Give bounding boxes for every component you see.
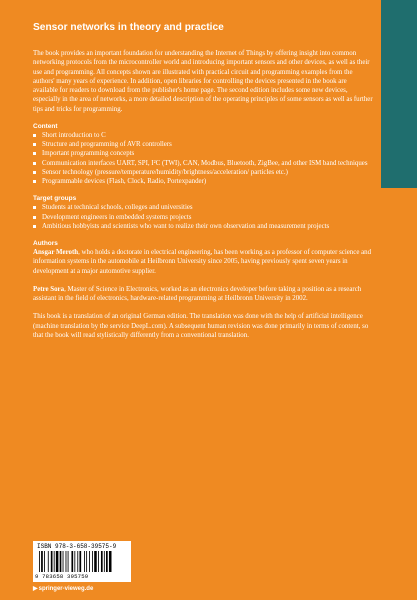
isbn-text: ISBN 978-3-658-39575-9 xyxy=(37,543,117,550)
barcode-bar xyxy=(51,551,53,572)
list-item: Development engineers in embedded systems projects xyxy=(33,213,373,222)
barcode-bar xyxy=(109,551,112,572)
content-heading: Content xyxy=(33,122,58,130)
barcode-bar xyxy=(68,551,69,572)
barcode-bar xyxy=(71,551,73,572)
barcode-bar xyxy=(94,551,97,572)
author-bio-text: , Master of Science in Electronics, worked as an electronics developer before taking a position as a research assistant in the field of electronics, hardware-related programming at Heilbronn University in 2002. xyxy=(33,285,362,302)
list-item: Communication interfaces UART, SPI, I²C (TWI), CAN, Modbus, Bluetooth, ZigBee, and other ISM band techniques xyxy=(33,159,373,168)
list-item: Structure and programming of AVR controllers xyxy=(33,140,373,149)
barcode-bar xyxy=(77,551,78,572)
barcode-bar xyxy=(39,551,40,572)
barcode-bar xyxy=(86,551,87,572)
author-bio-meroth xyxy=(33,248,373,276)
author-name: Ansgar Meroth xyxy=(33,249,79,256)
isbn-barcode xyxy=(33,541,131,582)
barcode-bar xyxy=(41,551,43,572)
intro-paragraph: The book provides an important foundation for understanding the Internet of Things by offering insight into common networking protocols from the microcontroller world and introducing important sensors and other devices, as well as their use and programming. All concepts shown are illustrated with practical circuit and programming examples from the authors' many years of experience. In addition, open libraries for controlling the devices presented in the book are available for readers to download from the publisher's home page. The second edition includes some new devices, especially in the area of networks, a more detailed description of the operating principles of some sensors as well as further tips and tricks for programming. xyxy=(33,50,373,113)
barcode-bar xyxy=(44,551,45,572)
barcode-bar xyxy=(104,551,105,572)
target-groups-heading: Target groups xyxy=(33,195,77,203)
barcode-bar xyxy=(66,551,67,572)
authors-heading: Authors xyxy=(33,240,58,247)
list-item: Ambitious hobbyists and scientists who want to realize their own observation and measurement projects xyxy=(33,222,373,231)
target-groups-list xyxy=(33,203,373,231)
barcode-bar xyxy=(63,551,64,572)
barcode-bar xyxy=(98,551,99,572)
arrow-icon: ▶ xyxy=(33,586,38,592)
book-title: Sensor networks in theory and practice xyxy=(33,22,224,33)
list-item: Students at technical schools, colleges and universities xyxy=(33,203,373,212)
barcode-bar xyxy=(84,551,85,572)
barcode-bars xyxy=(39,551,125,572)
barcode-bar xyxy=(79,551,81,572)
barcode-bar xyxy=(106,551,108,572)
translation-note: This book is a translation of an original German edition. The translation was done with the help of artificial intelligence (machine translation by the service DeepL.com). A subsequent human revision was done primarily in terms of content, so that the book will read stylistically differently from a conventional translation. xyxy=(33,313,369,339)
publisher-website[interactable] xyxy=(33,585,93,592)
list-item: Programmable devices (Flash, Clock, Radio, Portexpander) xyxy=(33,177,373,186)
barcode-digits: 9 783658 395759 xyxy=(35,573,89,580)
content-list xyxy=(33,131,373,187)
barcode-bar xyxy=(56,551,59,572)
barcode-bar xyxy=(101,551,103,572)
author-bio-sora xyxy=(33,285,373,304)
barcode-bar xyxy=(48,551,49,572)
list-item: Short introduction to C xyxy=(33,131,373,140)
barcode-bar xyxy=(92,551,93,572)
barcode-bar xyxy=(60,551,62,572)
barcode-bar xyxy=(89,551,90,572)
author-name: Petre Sora xyxy=(33,285,65,293)
list-item: Important programming concepts xyxy=(33,149,373,158)
website-text: springer-vieweg.de xyxy=(38,586,94,592)
author-bio-text: , who holds a doctorate in electrical engineering, has been working as a professor of computer science and information systems in the automobile at Heilbronn University since 2005, having previously spent seven years in development at a major automotive supplier. xyxy=(33,249,372,275)
barcode-bar xyxy=(74,551,75,572)
list-item: Sensor technology (pressure/temperature/humidity/brightness/acceleration/ particles etc.) xyxy=(33,168,373,177)
barcode-bar xyxy=(54,551,55,572)
accent-tab xyxy=(381,0,417,188)
cover-text xyxy=(33,22,373,349)
